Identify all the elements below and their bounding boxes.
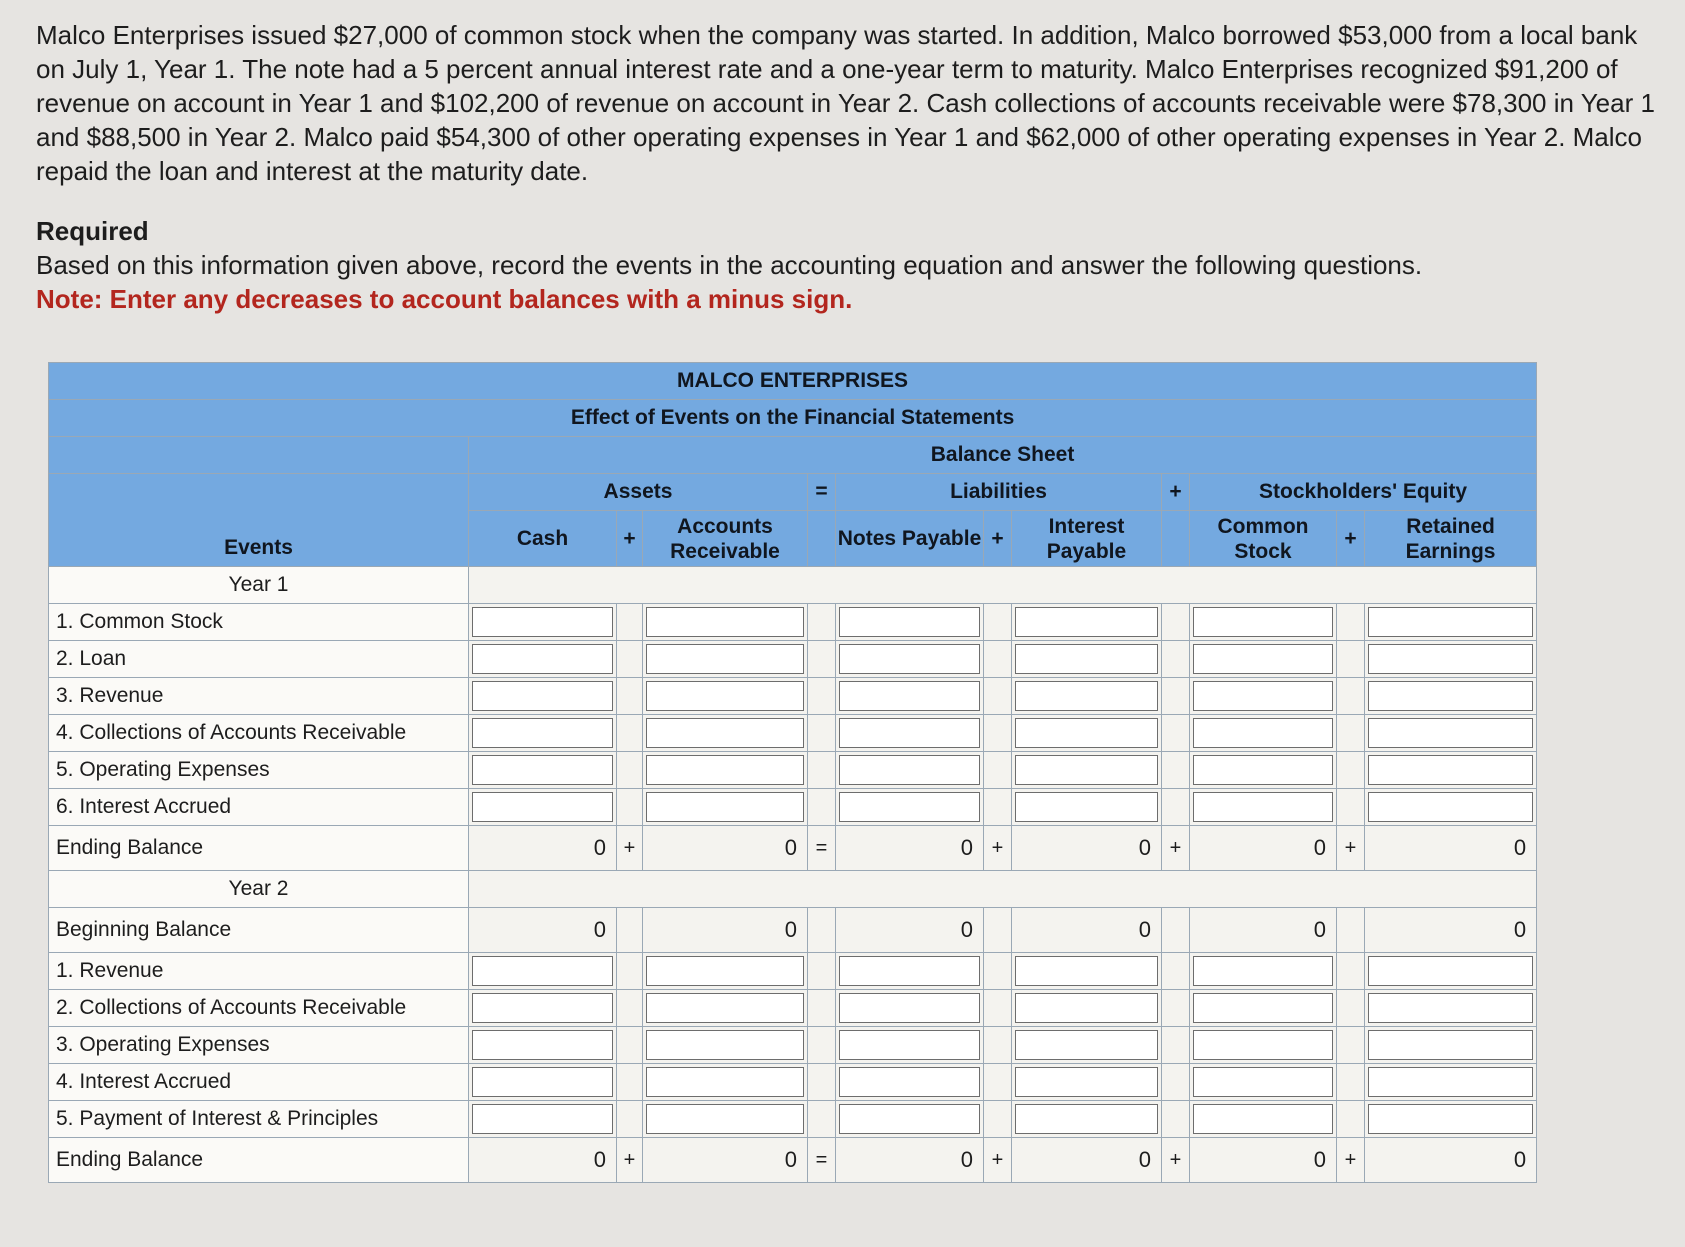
event-label: 2. Collections of Accounts Receivable — [49, 990, 469, 1027]
notes-payable-input[interactable] — [836, 715, 984, 752]
year-2-ending-row — [49, 1138, 1537, 1183]
common-stock-input[interactable] — [1190, 1064, 1337, 1101]
interest-payable-input[interactable] — [1012, 715, 1162, 752]
common-stock-input[interactable] — [1190, 604, 1337, 641]
table-subtitle: Effect of Events on the Financial Statements — [49, 400, 1537, 437]
interest-payable-input[interactable] — [1012, 678, 1162, 715]
cash-input[interactable] — [469, 752, 617, 789]
cash-input[interactable] — [469, 1027, 617, 1064]
notes-payable-total: 0 — [836, 826, 984, 871]
accounts-receivable-input[interactable] — [643, 752, 808, 789]
common-stock-input[interactable] — [1190, 752, 1337, 789]
common-stock-input[interactable] — [1190, 641, 1337, 678]
notes-payable-total: 0 — [836, 1138, 984, 1183]
common-stock-input[interactable] — [1190, 715, 1337, 752]
beginning-balance-label: Beginning Balance — [49, 908, 469, 953]
interest-payable-input[interactable] — [1012, 1064, 1162, 1101]
common-stock-input[interactable] — [1190, 678, 1337, 715]
balance-sheet-heading: Balance Sheet — [469, 437, 1537, 474]
table-row — [49, 953, 1537, 990]
retained-earnings-total: 0 — [1365, 1138, 1537, 1183]
year-1-ending-row — [49, 826, 1537, 871]
problem-statement — [36, 18, 1656, 316]
accounts-receivable-input[interactable] — [643, 1101, 808, 1138]
equals-sign: = — [808, 826, 836, 871]
header-spacer — [808, 511, 836, 567]
accounts-receivable-input[interactable] — [643, 990, 808, 1027]
retained-earnings-input[interactable] — [1365, 953, 1537, 990]
col-common-stock: Common Stock — [1190, 511, 1337, 567]
accounting-equation-table — [48, 362, 1537, 1183]
plus-sign: + — [1337, 511, 1365, 567]
event-label: 3. Operating Expenses — [49, 1027, 469, 1064]
event-label: 4. Collections of Accounts Receivable — [49, 715, 469, 752]
col-retained-earnings: Retained Earnings — [1365, 511, 1537, 567]
assets-heading: Assets — [469, 474, 808, 511]
notes-payable-input[interactable] — [836, 1027, 984, 1064]
accounts-receivable-beginning: 0 — [643, 908, 808, 953]
plus-sign: + — [1162, 826, 1190, 871]
retained-earnings-input[interactable] — [1365, 715, 1537, 752]
events-header: Events — [49, 474, 469, 567]
col-interest-payable: Interest Payable — [1012, 511, 1162, 567]
cash-input[interactable] — [469, 990, 617, 1027]
col-accounts-receivable: Accounts Receivable — [643, 511, 808, 567]
plus-sign: + — [1337, 826, 1365, 871]
table-row — [49, 678, 1537, 715]
header-spacer — [1162, 511, 1190, 567]
retained-earnings-input[interactable] — [1365, 1027, 1537, 1064]
notes-payable-beginning: 0 — [836, 908, 984, 953]
retained-earnings-beginning: 0 — [1365, 908, 1537, 953]
notes-payable-input[interactable] — [836, 752, 984, 789]
event-label: 4. Interest Accrued — [49, 1064, 469, 1101]
table-row — [49, 1027, 1537, 1064]
header-spacer — [49, 437, 469, 474]
retained-earnings-total: 0 — [1365, 826, 1537, 871]
retained-earnings-input[interactable] — [1365, 752, 1537, 789]
year-2-label: Year 2 — [49, 871, 469, 908]
common-stock-input[interactable] — [1190, 953, 1337, 990]
event-label: 2. Loan — [49, 641, 469, 678]
interest-payable-input[interactable] — [1012, 604, 1162, 641]
common-stock-input[interactable] — [1190, 990, 1337, 1027]
plus-sign: + — [984, 826, 1012, 871]
retained-earnings-input[interactable] — [1365, 641, 1537, 678]
accounts-receivable-input[interactable] — [643, 789, 808, 826]
retained-earnings-input[interactable] — [1365, 789, 1537, 826]
interest-payable-input[interactable] — [1012, 1027, 1162, 1064]
cash-input[interactable] — [469, 641, 617, 678]
year-1-label: Year 1 — [49, 567, 469, 604]
liabilities-heading: Liabilities — [836, 474, 1162, 511]
notes-payable-input[interactable] — [836, 953, 984, 990]
event-label: 1. Revenue — [49, 953, 469, 990]
interest-payable-input[interactable] — [1012, 990, 1162, 1027]
accounts-receivable-input[interactable] — [643, 953, 808, 990]
interest-payable-input[interactable] — [1012, 1101, 1162, 1138]
plus-sign: + — [617, 511, 643, 567]
cash-input[interactable] — [469, 604, 617, 641]
accounts-receivable-total: 0 — [643, 826, 808, 871]
notes-payable-input[interactable] — [836, 1064, 984, 1101]
col-notes-payable: Notes Payable — [836, 511, 984, 567]
col-cash: Cash — [469, 511, 617, 567]
company-name: MALCO ENTERPRISES — [49, 363, 1537, 400]
event-label: 6. Interest Accrued — [49, 789, 469, 826]
plus-sign: + — [984, 1138, 1012, 1183]
cash-beginning: 0 — [469, 908, 617, 953]
plus-sign: + — [984, 511, 1012, 567]
common-stock-total: 0 — [1190, 1138, 1337, 1183]
cash-input[interactable] — [469, 678, 617, 715]
retained-earnings-input[interactable] — [1365, 604, 1537, 641]
notes-payable-input[interactable] — [836, 789, 984, 826]
table-row — [49, 604, 1537, 641]
cash-input[interactable] — [469, 789, 617, 826]
common-stock-input[interactable] — [1190, 1027, 1337, 1064]
table-row — [49, 641, 1537, 678]
cash-total: 0 — [469, 826, 617, 871]
common-stock-total: 0 — [1190, 826, 1337, 871]
plus-sign: + — [617, 1138, 643, 1183]
retained-earnings-input[interactable] — [1365, 1064, 1537, 1101]
cash-input[interactable] — [469, 1064, 617, 1101]
plus-sign: + — [617, 826, 643, 871]
accounts-receivable-input[interactable] — [643, 678, 808, 715]
notes-payable-input[interactable] — [836, 1101, 984, 1138]
notes-payable-input[interactable] — [836, 604, 984, 641]
equals-sign: = — [808, 474, 836, 511]
interest-payable-total: 0 — [1012, 826, 1162, 871]
required-heading: Required — [36, 216, 149, 246]
table-row — [49, 752, 1537, 789]
common-stock-input[interactable] — [1190, 789, 1337, 826]
interest-payable-input[interactable] — [1012, 953, 1162, 990]
interest-payable-beginning: 0 — [1012, 908, 1162, 953]
notes-payable-input[interactable] — [836, 990, 984, 1027]
event-label: 3. Revenue — [49, 678, 469, 715]
year-2-spacer — [469, 871, 1537, 908]
accounts-receivable-input[interactable] — [643, 604, 808, 641]
year-1-spacer — [469, 567, 1537, 604]
problem-text: Malco Enterprises issued $27,000 of common stock when the company was started. In addition, Malco borrowed $53,000 from a local bank on July 1, Year 1. The note had a 5 percent annual interest rate and a one-year term to maturity. Malco Enterprises recognized $91,200 of revenue on account in Year 1 and $102,200 of revenue on account in Year 2. Cash collections of accounts receivable were $78,300 in Year 1 and $88,500 in Year 2. Malco paid $54,300 of other operating expenses in Year 1 and $62,000 of other operating expenses in Year 2. Malco repaid the loan and interest at the maturity date. — [36, 20, 1655, 186]
plus-sign: + — [1162, 474, 1190, 511]
interest-payable-input[interactable] — [1012, 789, 1162, 826]
ending-balance-label: Ending Balance — [49, 1138, 469, 1183]
note-text: Note: Enter any decreases to account balances with a minus sign. — [36, 284, 853, 314]
accounts-receivable-input[interactable] — [643, 715, 808, 752]
cash-input[interactable] — [469, 715, 617, 752]
notes-payable-input[interactable] — [836, 678, 984, 715]
year-2-beginning-row — [49, 908, 1537, 953]
event-label: 1. Common Stock — [49, 604, 469, 641]
notes-payable-input[interactable] — [836, 641, 984, 678]
retained-earnings-input[interactable] — [1365, 678, 1537, 715]
event-label: 5. Payment of Interest & Principles — [49, 1101, 469, 1138]
cash-input[interactable] — [469, 1101, 617, 1138]
accounts-receivable-input[interactable] — [643, 1064, 808, 1101]
instructions-text: Based on this information given above, record the events in the accounting equation and answer the following questions. — [36, 250, 1423, 280]
equity-heading: Stockholders' Equity — [1190, 474, 1537, 511]
table-row — [49, 715, 1537, 752]
common-stock-beginning: 0 — [1190, 908, 1337, 953]
common-stock-input[interactable] — [1190, 1101, 1337, 1138]
cash-total: 0 — [469, 1138, 617, 1183]
interest-payable-input[interactable] — [1012, 641, 1162, 678]
table-row — [49, 990, 1537, 1027]
ending-balance-label: Ending Balance — [49, 826, 469, 871]
equals-sign: = — [808, 1138, 836, 1183]
plus-sign: + — [1337, 1138, 1365, 1183]
accounts-receivable-total: 0 — [643, 1138, 808, 1183]
retained-earnings-input[interactable] — [1365, 990, 1537, 1027]
cash-input[interactable] — [469, 953, 617, 990]
interest-payable-total: 0 — [1012, 1138, 1162, 1183]
retained-earnings-input[interactable] — [1365, 1101, 1537, 1138]
table-row — [49, 789, 1537, 826]
accounts-receivable-input[interactable] — [643, 1027, 808, 1064]
event-label: 5. Operating Expenses — [49, 752, 469, 789]
plus-sign: + — [1162, 1138, 1190, 1183]
table-row — [49, 1101, 1537, 1138]
accounts-receivable-input[interactable] — [643, 641, 808, 678]
interest-payable-input[interactable] — [1012, 752, 1162, 789]
table-row — [49, 1064, 1537, 1101]
